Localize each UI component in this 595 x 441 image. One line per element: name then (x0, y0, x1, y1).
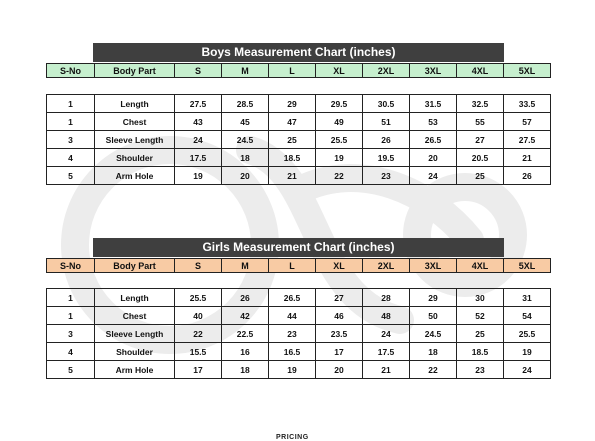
measurement-cell: 25.5 (175, 289, 222, 307)
table-row (47, 343, 551, 361)
measurement-cell: 24.5 (410, 325, 457, 343)
measurement-cell: 21 (363, 361, 410, 379)
column-header: 3XL (410, 259, 457, 273)
measurement-cell: 55 (457, 113, 504, 131)
column-header: Body Part (95, 64, 175, 78)
boys-header-row (46, 63, 551, 78)
measurement-cell: 25 (457, 325, 504, 343)
column-header-row (47, 64, 551, 78)
measurement-cell: 48 (363, 307, 410, 325)
measurement-cell: 45 (222, 113, 269, 131)
measurement-cell: 20.5 (457, 149, 504, 167)
measurement-cell: 24 (363, 325, 410, 343)
table-row (47, 149, 551, 167)
serial-number-cell: 5 (47, 167, 95, 185)
measurement-cell: 26 (222, 289, 269, 307)
measurement-cell: 50 (410, 307, 457, 325)
serial-number-cell: 1 (47, 289, 95, 307)
measurement-cell: 18 (222, 149, 269, 167)
column-header: M (222, 64, 269, 78)
measurement-cell: 16.5 (269, 343, 316, 361)
measurement-cell: 25 (269, 131, 316, 149)
measurement-cell: 27.5 (504, 131, 551, 149)
column-header: M (222, 259, 269, 273)
measurement-cell: 23 (363, 167, 410, 185)
measurement-cell: 26.5 (410, 131, 457, 149)
measurement-cell: 27 (457, 131, 504, 149)
girls-measurement-table (46, 288, 551, 379)
boys-measurement-table (46, 94, 551, 185)
measurement-cell: 16 (222, 343, 269, 361)
measurement-cell: 18 (410, 343, 457, 361)
measurement-cell: 26 (504, 167, 551, 185)
measurement-cell: 26.5 (269, 289, 316, 307)
measurement-cell: 47 (269, 113, 316, 131)
measurement-cell: 49 (316, 113, 363, 131)
measurement-cell: 24.5 (222, 131, 269, 149)
serial-number-cell: 4 (47, 149, 95, 167)
column-header: 4XL (457, 259, 504, 273)
measurement-cell: 20 (316, 361, 363, 379)
measurement-cell: 24 (504, 361, 551, 379)
measurement-cell: 29 (410, 289, 457, 307)
measurement-cell: 15.5 (175, 343, 222, 361)
column-header: S (175, 259, 222, 273)
serial-number-cell: 3 (47, 131, 95, 149)
measurement-cell: 22 (175, 325, 222, 343)
measurement-cell: 18.5 (269, 149, 316, 167)
column-header-row (47, 259, 551, 273)
measurement-cell: 19 (504, 343, 551, 361)
measurement-cell: 26 (363, 131, 410, 149)
table-row (47, 289, 551, 307)
column-header: 4XL (457, 64, 504, 78)
column-header: S-No (47, 64, 95, 78)
measurement-cell: 20 (222, 167, 269, 185)
girls-header-row (46, 258, 551, 273)
measurement-cell: 22.5 (222, 325, 269, 343)
measurement-cell: 53 (410, 113, 457, 131)
measurement-cell: 30 (457, 289, 504, 307)
measurement-cell: 18 (222, 361, 269, 379)
column-header: 3XL (410, 64, 457, 78)
table-row (47, 167, 551, 185)
measurement-cell: 23.5 (316, 325, 363, 343)
body-part-cell: Sleeve Length (95, 325, 175, 343)
column-header: L (269, 259, 316, 273)
body-part-cell: Chest (95, 307, 175, 325)
measurement-cell: 17 (316, 343, 363, 361)
measurement-cell: 23 (457, 361, 504, 379)
table-row (47, 307, 551, 325)
measurement-cell: 17.5 (363, 343, 410, 361)
body-part-cell: Arm Hole (95, 361, 175, 379)
measurement-cell: 24 (175, 131, 222, 149)
measurement-cell: 29 (269, 95, 316, 113)
footer-text: PRICING (276, 434, 309, 441)
table-row (47, 325, 551, 343)
measurement-cell: 31.5 (410, 95, 457, 113)
measurement-cell: 46 (316, 307, 363, 325)
measurement-cell: 20 (410, 149, 457, 167)
measurement-cell: 19 (269, 361, 316, 379)
measurement-cell: 28 (363, 289, 410, 307)
measurement-cell: 25.5 (316, 131, 363, 149)
serial-number-cell: 1 (47, 95, 95, 113)
table-row (47, 95, 551, 113)
column-header: Body Part (95, 259, 175, 273)
measurement-cell: 25.5 (504, 325, 551, 343)
serial-number-cell: 1 (47, 113, 95, 131)
measurement-cell: 28.5 (222, 95, 269, 113)
column-header: 2XL (363, 64, 410, 78)
measurement-cell: 22 (410, 361, 457, 379)
body-part-cell: Sleeve Length (95, 131, 175, 149)
serial-number-cell: 3 (47, 325, 95, 343)
column-header: XL (316, 64, 363, 78)
measurement-cell: 17.5 (175, 149, 222, 167)
column-header: XL (316, 259, 363, 273)
boys-chart-title: Boys Measurement Chart (inches) (93, 43, 504, 62)
measurement-cell: 23 (269, 325, 316, 343)
measurement-cell: 24 (410, 167, 457, 185)
girls-chart-title: Girls Measurement Chart (inches) (93, 238, 504, 257)
measurement-cell: 19 (316, 149, 363, 167)
measurement-cell: 51 (363, 113, 410, 131)
measurement-cell: 30.5 (363, 95, 410, 113)
table-row (47, 131, 551, 149)
measurement-cell: 22 (316, 167, 363, 185)
measurement-cell: 42 (222, 307, 269, 325)
measurement-cell: 57 (504, 113, 551, 131)
measurement-cell: 18.5 (457, 343, 504, 361)
table-row (47, 113, 551, 131)
measurement-cell: 21 (269, 167, 316, 185)
body-part-cell: Length (95, 289, 175, 307)
table-row (47, 361, 551, 379)
serial-number-cell: 1 (47, 307, 95, 325)
serial-number-cell: 5 (47, 361, 95, 379)
measurement-cell: 25 (457, 167, 504, 185)
measurement-cell: 19 (175, 167, 222, 185)
measurement-cell: 29.5 (316, 95, 363, 113)
column-header: L (269, 64, 316, 78)
body-part-cell: Length (95, 95, 175, 113)
measurement-cell: 40 (175, 307, 222, 325)
serial-number-cell: 4 (47, 343, 95, 361)
measurement-cell: 31 (504, 289, 551, 307)
measurement-cell: 17 (175, 361, 222, 379)
measurement-cell: 27 (316, 289, 363, 307)
body-part-cell: Shoulder (95, 149, 175, 167)
measurement-cell: 33.5 (504, 95, 551, 113)
measurement-cell: 27.5 (175, 95, 222, 113)
body-part-cell: Chest (95, 113, 175, 131)
measurement-cell: 43 (175, 113, 222, 131)
body-part-cell: Shoulder (95, 343, 175, 361)
measurement-cell: 44 (269, 307, 316, 325)
column-header: 2XL (363, 259, 410, 273)
body-part-cell: Arm Hole (95, 167, 175, 185)
measurement-cell: 19.5 (363, 149, 410, 167)
measurement-cell: 52 (457, 307, 504, 325)
column-header: S (175, 64, 222, 78)
column-header: 5XL (504, 259, 551, 273)
measurement-cell: 32.5 (457, 95, 504, 113)
measurement-cell: 21 (504, 149, 551, 167)
column-header: S-No (47, 259, 95, 273)
column-header: 5XL (504, 64, 551, 78)
measurement-cell: 54 (504, 307, 551, 325)
